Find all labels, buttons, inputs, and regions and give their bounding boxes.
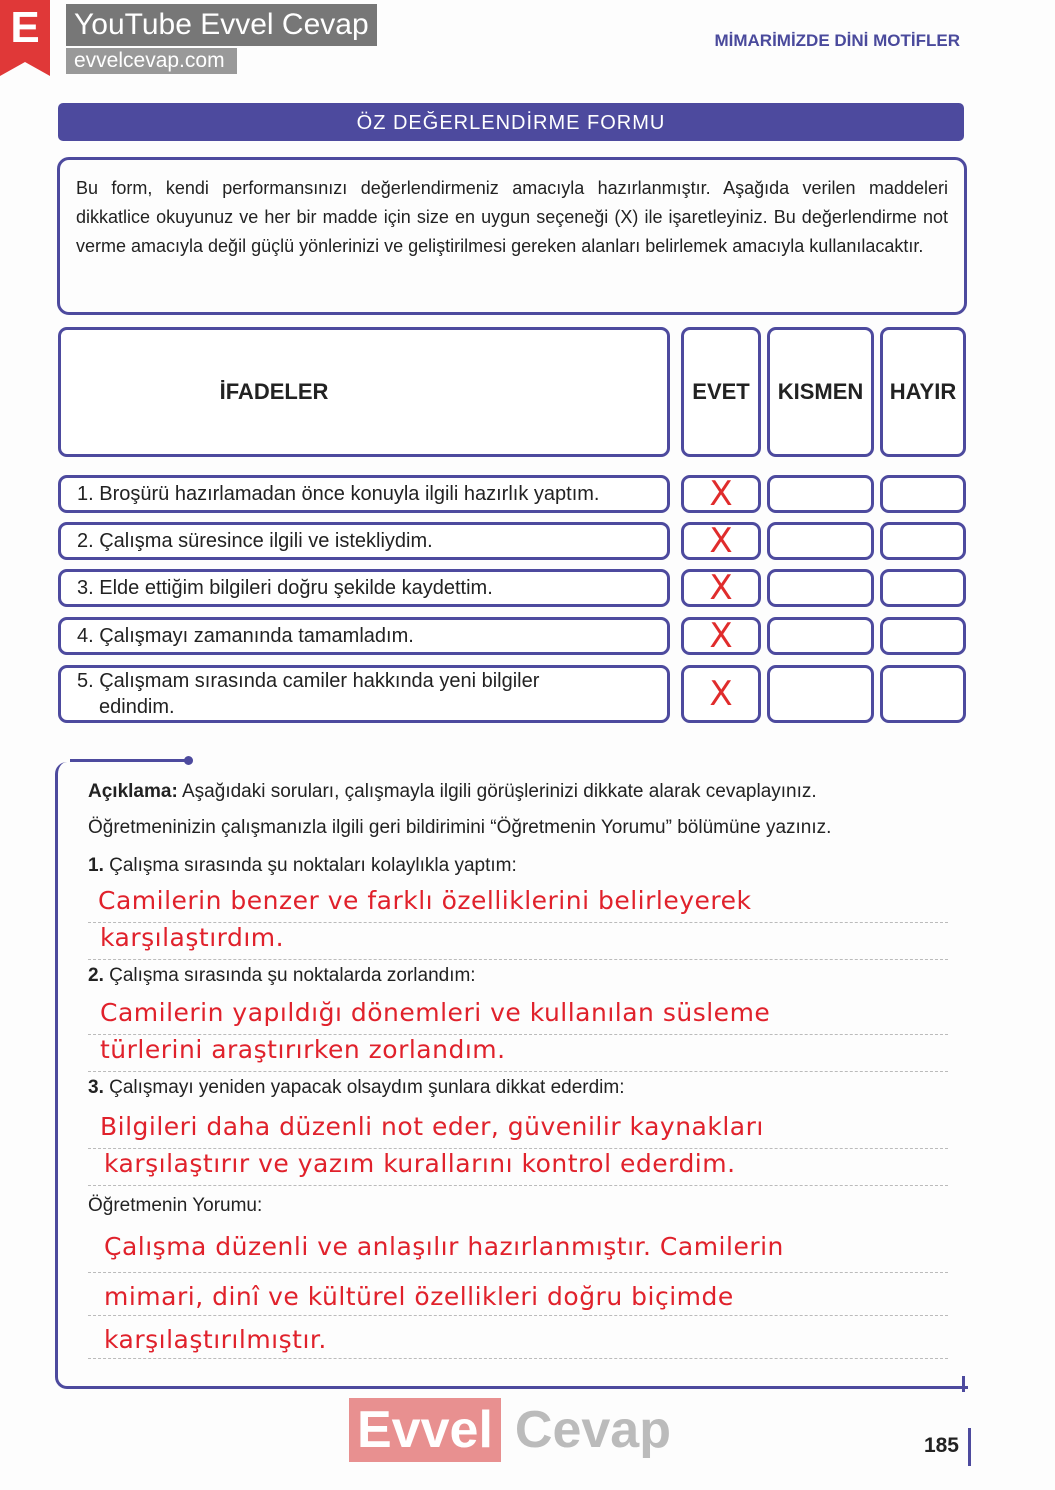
teacher-comment-label: Öğretmenin Yorumu: (88, 1195, 263, 1216)
answer-line[interactable] (88, 923, 948, 960)
footer-logo-cevap: Cevap (514, 1401, 671, 1459)
handwritten-answer: karşılaştırdım. (100, 923, 285, 952)
statement-text: 3. Elde ettiğim bilgileri doğru şekilde kaydettim. (77, 577, 493, 599)
handwritten-answer: türlerini araştırırken zorlandım. (100, 1035, 506, 1064)
statement-row-5 (58, 665, 670, 723)
header-partly: KISMEN (767, 327, 874, 457)
comment-line[interactable] (88, 1273, 948, 1316)
yes-cell-4[interactable] (681, 617, 761, 655)
comment-line[interactable] (88, 1232, 948, 1273)
section-dot (184, 756, 193, 765)
statement-row-4 (58, 617, 670, 655)
answer-line[interactable] (88, 998, 948, 1035)
x-mark: X (709, 674, 733, 714)
answer-line[interactable] (88, 1149, 948, 1186)
statement-text: 2. Çalışma süresince ilgili ve istekliydim. (77, 530, 433, 552)
explanation-content (88, 774, 948, 1359)
comment-line[interactable] (88, 1316, 948, 1359)
partly-cell-5[interactable] (767, 665, 874, 723)
answer-line[interactable] (88, 886, 948, 923)
partly-cell-1[interactable] (767, 475, 874, 513)
statement-text: 4. Çalışmayı zamanında tamamladım. (77, 625, 414, 647)
watermark-url: evvelcevap.com (66, 48, 237, 74)
footer-logo-evvel: Evvel (349, 1398, 501, 1462)
chapter-title: MİMARİMİZDE DİNİ MOTİFLER (714, 31, 960, 50)
no-cell-5[interactable] (880, 665, 966, 723)
handwritten-answer: Camilerin yapıldığı dönemleri ve kullanılan süsleme (100, 998, 771, 1027)
x-mark: X (709, 568, 733, 608)
yes-cell-3[interactable] (681, 569, 761, 607)
x-mark: X (709, 521, 733, 561)
question-3 (88, 1070, 948, 1106)
teacher-comment-text: karşılaştırılmıştır. (104, 1325, 327, 1354)
answer-line[interactable] (88, 1035, 948, 1072)
section-top-line (70, 759, 190, 762)
intro-text: Bu form, kendi performansınızı değerlendirmeniz amacıyla hazırlanmıştır. Aşağıda verilen maddeleri dikkatlice okuyunuz ve her bir madde için size en uygun seçeneği (X) ile işaretleyiniz. Bu değerlendirme not verme amacıyla değil güçlü yönlerinizi ve geliştirilmesi gereken alanları belirlemek amacıyla kullanılacaktır. (57, 157, 967, 315)
question-text: Çalışmayı yeniden yapacak olsaydım şunlara dikkat ederdim: (103, 1077, 625, 1098)
answer-line[interactable] (88, 1112, 948, 1149)
explanation-label: Açıklama: (88, 781, 178, 802)
header-statements: İFADELER (58, 327, 670, 457)
handwritten-answer: karşılaştırır ve yazım kurallarını kontrol ederdim. (104, 1149, 736, 1178)
question-1 (88, 848, 948, 884)
handwritten-answer: Camilerin benzer ve farklı özelliklerini belirleyerek (98, 886, 752, 915)
yes-cell-5[interactable] (681, 665, 761, 723)
header-no: HAYIR (880, 327, 966, 457)
partly-cell-4[interactable] (767, 617, 874, 655)
question-2 (88, 958, 948, 994)
handwritten-answer: Bilgileri daha düzenli not eder, güvenilir kaynakları (100, 1112, 764, 1141)
partly-cell-3[interactable] (767, 569, 874, 607)
x-mark: X (709, 474, 733, 514)
x-mark: X (709, 616, 733, 656)
yes-cell-2[interactable] (681, 522, 761, 560)
watermark-badge: E (0, 0, 50, 62)
partly-cell-2[interactable] (767, 522, 874, 560)
statement-text: 1. Broşürü hazırlamadan önce konuyla ilgili hazırlık yaptım. (77, 483, 600, 505)
statement-text-line1: 5. Çalışmam sırasında camiler hakkında yeni bilgiler (77, 670, 540, 692)
no-cell-1[interactable] (880, 475, 966, 513)
question-text: Çalışma sırasında şu noktaları kolaylıkla yaptım: (103, 855, 517, 876)
no-cell-2[interactable] (880, 522, 966, 560)
no-cell-4[interactable] (880, 617, 966, 655)
yes-cell-1[interactable] (681, 475, 761, 513)
teacher-comment-text: mimari, dinî ve kültürel özellikleri doğru biçimde (104, 1282, 734, 1311)
page-number: 185 (923, 1434, 959, 1457)
explanation-line-1 (88, 774, 948, 810)
question-number: 2. (88, 965, 104, 986)
header-yes: EVET (681, 327, 761, 457)
explanation-line-2: Öğretmeninizin çalışmanızla ilgili geri bildirimini “Öğretmenin Yorumu” bölümüne yazınız. (88, 817, 832, 838)
statement-row-2 (58, 522, 670, 560)
footer-logo (349, 1398, 671, 1462)
section-end-tick (962, 1376, 965, 1392)
explanation-text-1: Aşağıdaki soruları, çalışmayla ilgili görüşlerinizi dikkate alarak cevaplayınız. (177, 781, 817, 802)
teacher-comment-text: Çalışma düzenli ve anlaşılır hazırlanmıştır. Camilerin (104, 1232, 784, 1261)
no-cell-3[interactable] (880, 569, 966, 607)
question-number: 1. (88, 855, 104, 876)
question-number: 3. (88, 1077, 104, 1098)
statement-row-3 (58, 569, 670, 607)
statement-text-line2: edindim. (99, 696, 175, 718)
question-text: Çalışma sırasında şu noktalarda zorlandım: (103, 965, 476, 986)
page-number-bar (968, 1428, 971, 1466)
statement-row-1 (58, 475, 670, 513)
watermark-title: YouTube Evvel Cevap (66, 4, 377, 46)
form-title: ÖZ DEĞERLENDİRME FORMU (58, 103, 964, 141)
